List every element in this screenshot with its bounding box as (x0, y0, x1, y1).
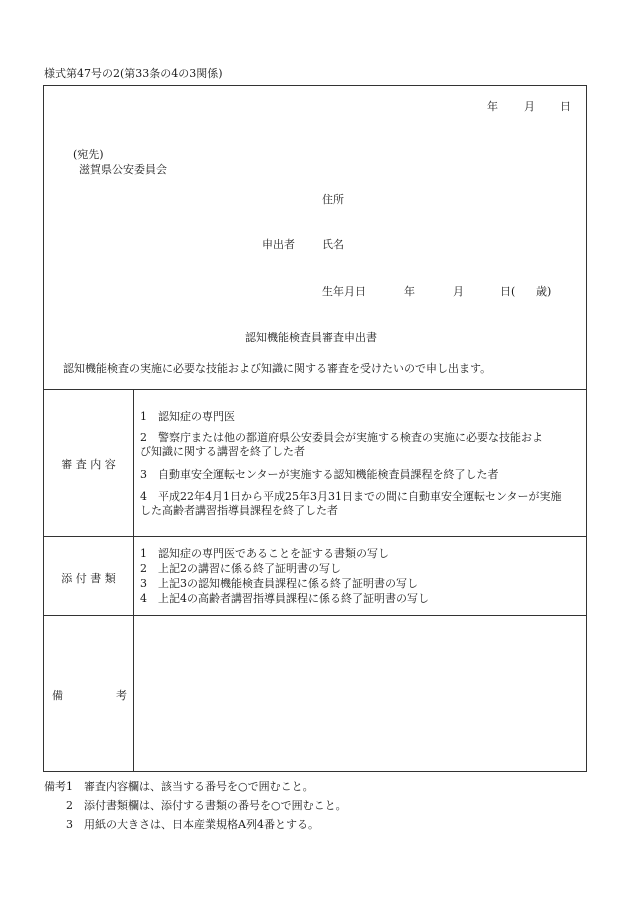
birth-month-label: 月 (453, 285, 464, 298)
attachment-item: 4 上記4の高齢者講習指導員課程に係る終了証明書の写し (140, 592, 429, 605)
attachments-list (140, 546, 429, 606)
address-label: 住所 (322, 193, 344, 206)
name-label: 氏名 (322, 238, 344, 251)
birth-day-label: 日( (500, 285, 516, 298)
remarks-label-left: 備 (52, 689, 63, 702)
birth-date-label: 生年月日 (322, 285, 366, 298)
review-label: 審 査 内 容 (61, 458, 116, 471)
addressee-name: 滋賀県公安委員会 (79, 163, 167, 176)
footnote-3: 3 用紙の大きさは、日本産業規格A列4番とする。 (66, 818, 319, 831)
date-month-label: 月 (524, 100, 535, 113)
review-item-3: 3 自動車安全運転センターが実施する認知機能検査員課程を終了した者 (140, 468, 499, 481)
review-item-1: 1 認知症の専門医 (140, 410, 235, 423)
label-column-divider (133, 389, 134, 772)
attachment-item: 3 上記3の認知機能検査員課程に係る終了証明書の写し (140, 577, 418, 590)
birth-age-label: 歳) (536, 285, 552, 298)
date-year-label: 年 (487, 100, 498, 113)
footnote-2: 2 添付書類欄は、添付する書類の番号を○で囲むこと。 (66, 799, 347, 812)
date-day-label: 日 (560, 100, 571, 113)
form-number: 様式第47号の2(第33条の4の3関係) (44, 67, 223, 80)
review-item-2: 2 警察庁または他の都道府県公安委員会が実施する検査の実施に必要な技能およ び知識に関する講習を終了した者 (140, 431, 543, 458)
attachments-label: 添 付 書 類 (61, 572, 116, 585)
applicant-role-label: 申出者 (262, 238, 295, 251)
addressee-prefix: (宛先) (73, 148, 104, 161)
attachments-bottom-line (43, 615, 587, 616)
application-statement: 認知機能検査の実施に必要な技能および知識に関する審査を受けたいので申し出ます。 (63, 362, 492, 375)
attachment-item: 1 認知症の専門医であることを証する書類の写し (140, 547, 389, 560)
review-item-4: 4 平成22年4月1日から平成25年3月31日までの間に自動車安全運転センターが実施 した高齢者講習指導員課程を終了した者 (140, 490, 562, 517)
remarks-label-right: 考 (116, 689, 127, 702)
document-title: 認知機能検査員審査申出書 (245, 331, 377, 344)
form-frame (43, 85, 587, 772)
review-bottom-line (43, 536, 587, 537)
birth-year-label: 年 (404, 285, 415, 298)
footnote-1: 備考1 審査内容欄は、該当する番号を○で囲むこと。 (44, 780, 314, 793)
table-top-line (43, 389, 587, 390)
attachment-item: 2 上記2の講習に係る終了証明書の写し (140, 562, 341, 575)
